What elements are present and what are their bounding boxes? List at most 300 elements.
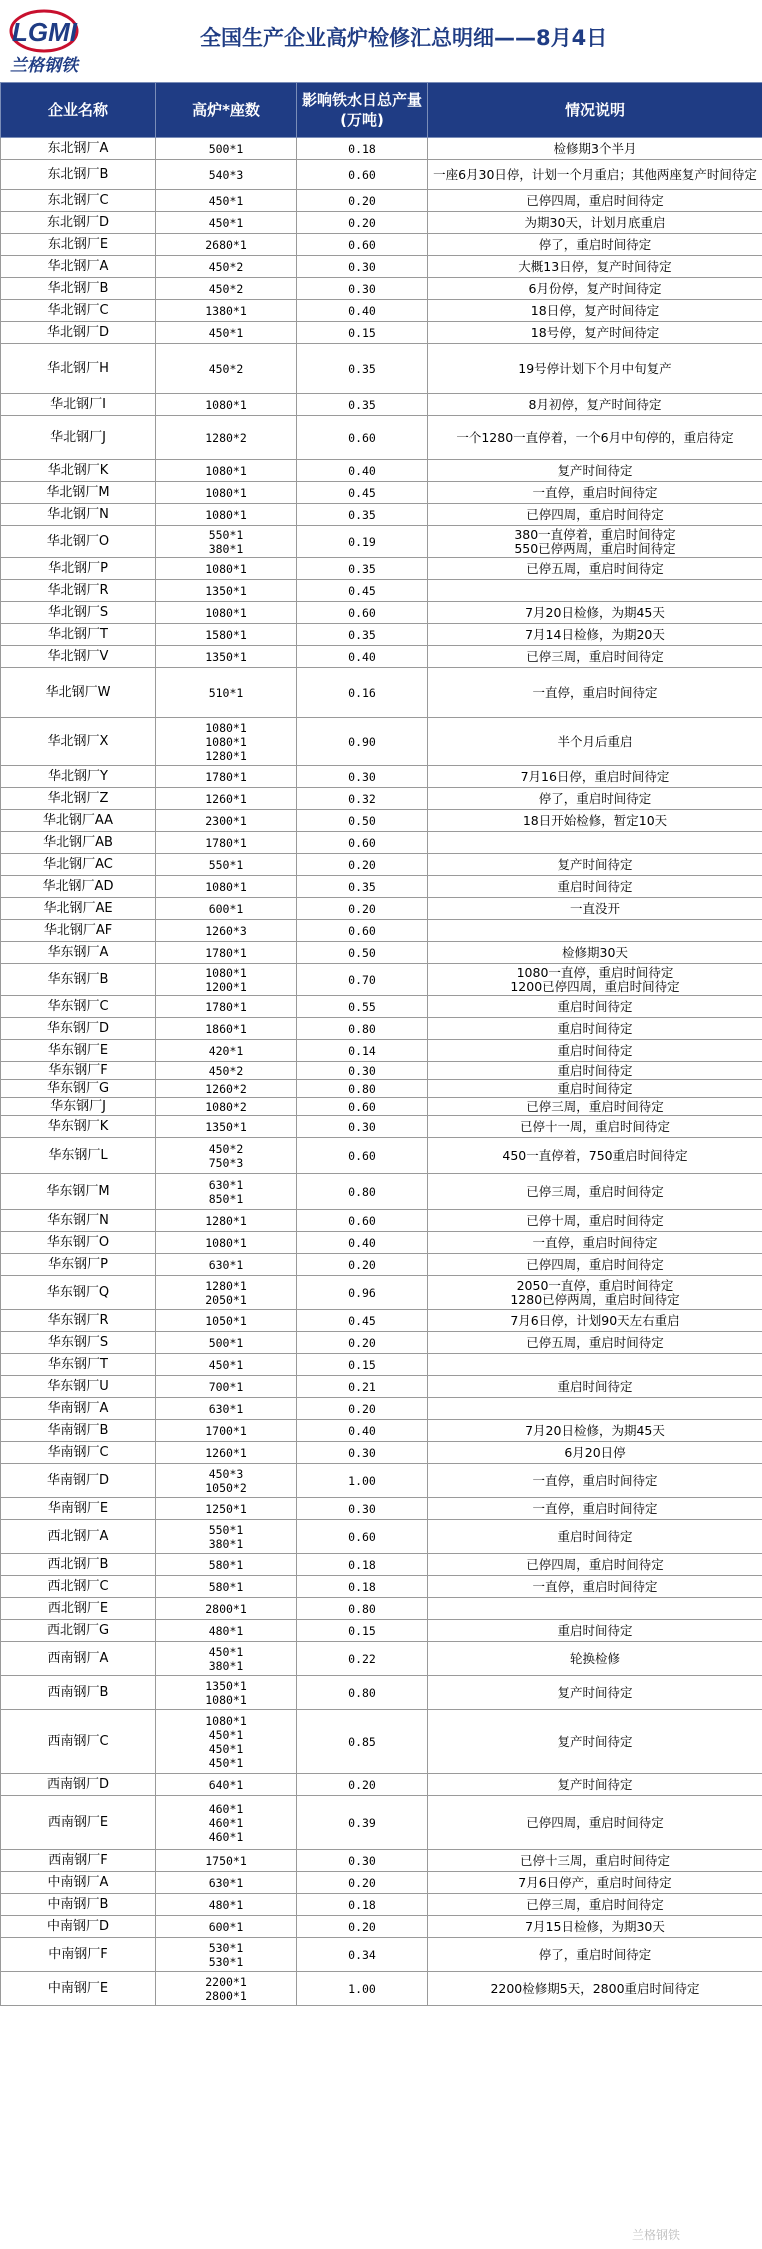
note-cell: 已停四周，重启时间待定 bbox=[428, 1254, 762, 1276]
table-row bbox=[1, 1098, 762, 1116]
output-cell: 0.45 bbox=[297, 1310, 428, 1332]
furnace-count-cell: 450*2 bbox=[156, 278, 297, 300]
output-cell: 0.60 bbox=[297, 832, 428, 854]
furnace-count-cell: 640*1 bbox=[156, 1774, 297, 1796]
table-row bbox=[1, 190, 762, 212]
note-cell: 重启时间待定 bbox=[428, 1040, 762, 1062]
table-row bbox=[1, 504, 762, 526]
output-cell: 0.40 bbox=[297, 300, 428, 322]
output-cell: 0.40 bbox=[297, 1232, 428, 1254]
table-row bbox=[1, 942, 762, 964]
note-cell: 检修期3个半月 bbox=[428, 138, 762, 160]
furnace-count-cell: 1750*1 bbox=[156, 1850, 297, 1872]
company-name-cell: 华北钢厂X bbox=[1, 718, 156, 766]
output-cell: 0.39 bbox=[297, 1796, 428, 1850]
col-header-company: 企业名称 bbox=[1, 83, 156, 138]
company-name-cell: 华北钢厂B bbox=[1, 278, 156, 300]
table-row bbox=[1, 1174, 762, 1210]
furnace-count-cell: 1080*2 bbox=[156, 1098, 297, 1116]
furnace-count-cell: 500*1 bbox=[156, 1332, 297, 1354]
furnace-count-cell: 1350*1 1080*1 bbox=[156, 1676, 297, 1710]
note-cell: 为期30天，计划月底重启 bbox=[428, 212, 762, 234]
company-name-cell: 华北钢厂AC bbox=[1, 854, 156, 876]
company-name-cell: 西南钢厂E bbox=[1, 1796, 156, 1850]
svg-text:兰格钢铁: 兰格钢铁 bbox=[10, 56, 78, 76]
lgmi-logo bbox=[6, 5, 102, 77]
company-name-cell: 华北钢厂K bbox=[1, 460, 156, 482]
table-row bbox=[1, 1254, 762, 1276]
table-row bbox=[1, 1498, 762, 1520]
note-cell: 一座6月30日停，计划一个月重启；其他两座复产时间待定 bbox=[428, 160, 762, 190]
furnace-count-cell: 1860*1 bbox=[156, 1018, 297, 1040]
output-cell: 0.20 bbox=[297, 1872, 428, 1894]
table-row bbox=[1, 766, 762, 788]
company-name-cell: 华东钢厂F bbox=[1, 1062, 156, 1080]
furnace-count-cell: 2300*1 bbox=[156, 810, 297, 832]
table-row bbox=[1, 788, 762, 810]
furnace-count-cell: 1250*1 bbox=[156, 1498, 297, 1520]
note-cell: 检修期30天 bbox=[428, 942, 762, 964]
company-name-cell: 华北钢厂D bbox=[1, 322, 156, 344]
output-cell: 0.80 bbox=[297, 1174, 428, 1210]
output-cell: 0.21 bbox=[297, 1376, 428, 1398]
output-cell: 0.30 bbox=[297, 1062, 428, 1080]
output-cell: 0.45 bbox=[297, 482, 428, 504]
output-cell: 0.60 bbox=[297, 160, 428, 190]
company-name-cell: 华南钢厂B bbox=[1, 1420, 156, 1442]
output-cell: 0.90 bbox=[297, 718, 428, 766]
table-row bbox=[1, 1894, 762, 1916]
note-cell: 重启时间待定 bbox=[428, 1018, 762, 1040]
company-name-cell: 华北钢厂S bbox=[1, 602, 156, 624]
table-row bbox=[1, 646, 762, 668]
note-cell: 已停五周，重启时间待定 bbox=[428, 1332, 762, 1354]
output-cell: 0.20 bbox=[297, 212, 428, 234]
company-name-cell: 华北钢厂O bbox=[1, 526, 156, 558]
table-row bbox=[1, 876, 762, 898]
output-cell: 0.80 bbox=[297, 1598, 428, 1620]
company-name-cell: 华北钢厂A bbox=[1, 256, 156, 278]
table-row bbox=[1, 278, 762, 300]
page-header bbox=[0, 0, 762, 82]
output-cell: 0.35 bbox=[297, 558, 428, 580]
furnace-count-cell: 550*1 380*1 bbox=[156, 526, 297, 558]
table-row bbox=[1, 256, 762, 278]
furnace-count-cell: 1080*1 bbox=[156, 602, 297, 624]
furnace-count-cell: 1080*1 bbox=[156, 460, 297, 482]
furnace-count-cell: 500*1 bbox=[156, 138, 297, 160]
table-row bbox=[1, 1554, 762, 1576]
furnace-count-cell: 450*1 bbox=[156, 212, 297, 234]
furnace-count-cell: 480*1 bbox=[156, 1620, 297, 1642]
note-cell: 7月15日检修，为期30天 bbox=[428, 1916, 762, 1938]
output-cell: 0.30 bbox=[297, 766, 428, 788]
furnace-count-cell: 1350*1 bbox=[156, 646, 297, 668]
company-name-cell: 华北钢厂Z bbox=[1, 788, 156, 810]
furnace-count-cell: 550*1 380*1 bbox=[156, 1520, 297, 1554]
note-cell: 6月20日停 bbox=[428, 1442, 762, 1464]
note-cell: 停了，重启时间待定 bbox=[428, 234, 762, 256]
col-header-note: 情况说明 bbox=[428, 83, 762, 138]
table-row bbox=[1, 996, 762, 1018]
furnace-count-cell: 1260*1 bbox=[156, 1442, 297, 1464]
table-row bbox=[1, 416, 762, 460]
table-row bbox=[1, 460, 762, 482]
furnace-count-cell: 1350*1 bbox=[156, 1116, 297, 1138]
company-name-cell: 东北钢厂B bbox=[1, 160, 156, 190]
table-row bbox=[1, 1138, 762, 1174]
table-row bbox=[1, 1676, 762, 1710]
furnace-count-cell: 1280*1 bbox=[156, 1210, 297, 1232]
furnace-count-cell: 1080*1 1200*1 bbox=[156, 964, 297, 996]
company-name-cell: 华东钢厂G bbox=[1, 1080, 156, 1098]
note-cell: 已停三周，重启时间待定 bbox=[428, 1098, 762, 1116]
output-cell: 0.60 bbox=[297, 1098, 428, 1116]
table-row bbox=[1, 1040, 762, 1062]
note-cell: 已停四周，重启时间待定 bbox=[428, 1796, 762, 1850]
company-name-cell: 西北钢厂G bbox=[1, 1620, 156, 1642]
furnace-count-cell: 1780*1 bbox=[156, 996, 297, 1018]
note-cell: 2200检修期5天，2800重启时间待定 bbox=[428, 1972, 762, 2006]
output-cell: 0.20 bbox=[297, 854, 428, 876]
company-name-cell: 华北钢厂J bbox=[1, 416, 156, 460]
company-name-cell: 东北钢厂C bbox=[1, 190, 156, 212]
note-cell: 一直停，重启时间待定 bbox=[428, 1464, 762, 1498]
table-row bbox=[1, 832, 762, 854]
output-cell: 0.60 bbox=[297, 416, 428, 460]
note-cell: 8月初停，复产时间待定 bbox=[428, 394, 762, 416]
furnace-count-cell: 450*1 bbox=[156, 322, 297, 344]
table-row bbox=[1, 1620, 762, 1642]
svg-text:LGMI: LGMI bbox=[12, 17, 77, 47]
furnace-count-cell: 450*2 bbox=[156, 256, 297, 278]
furnace-count-cell: 1280*2 bbox=[156, 416, 297, 460]
furnace-count-cell: 1260*2 bbox=[156, 1080, 297, 1098]
table-row bbox=[1, 1442, 762, 1464]
furnace-count-cell: 450*1 380*1 bbox=[156, 1642, 297, 1676]
company-name-cell: 华北钢厂I bbox=[1, 394, 156, 416]
company-name-cell: 华北钢厂AE bbox=[1, 898, 156, 920]
output-cell: 0.15 bbox=[297, 1620, 428, 1642]
note-cell: 380一直停着，重启时间待定 550已停两周，重启时间待定 bbox=[428, 526, 762, 558]
table-row bbox=[1, 1398, 762, 1420]
furnace-count-cell: 1380*1 bbox=[156, 300, 297, 322]
note-cell: 7月16日停，重启时间待定 bbox=[428, 766, 762, 788]
table-row bbox=[1, 322, 762, 344]
note-cell: 重启时间待定 bbox=[428, 1080, 762, 1098]
furnace-count-cell: 1260*3 bbox=[156, 920, 297, 942]
output-cell: 0.60 bbox=[297, 234, 428, 256]
company-name-cell: 西南钢厂D bbox=[1, 1774, 156, 1796]
output-cell: 0.15 bbox=[297, 1354, 428, 1376]
col-header-output: 影响铁水日总产量 (万吨) bbox=[297, 83, 428, 138]
company-name-cell: 华东钢厂D bbox=[1, 1018, 156, 1040]
furnace-maintenance-table bbox=[0, 82, 762, 2006]
company-name-cell: 华南钢厂C bbox=[1, 1442, 156, 1464]
output-cell: 0.20 bbox=[297, 1332, 428, 1354]
furnace-count-cell: 1080*1 bbox=[156, 1232, 297, 1254]
output-cell: 0.30 bbox=[297, 1498, 428, 1520]
company-name-cell: 华东钢厂O bbox=[1, 1232, 156, 1254]
company-name-cell: 华东钢厂M bbox=[1, 1174, 156, 1210]
table-row bbox=[1, 1972, 762, 2006]
table-row bbox=[1, 1850, 762, 1872]
company-name-cell: 华北钢厂H bbox=[1, 344, 156, 394]
company-name-cell: 华东钢厂Q bbox=[1, 1276, 156, 1310]
table-row bbox=[1, 160, 762, 190]
furnace-count-cell: 450*3 1050*2 bbox=[156, 1464, 297, 1498]
note-cell: 复产时间待定 bbox=[428, 854, 762, 876]
company-name-cell: 中南钢厂F bbox=[1, 1938, 156, 1972]
note-cell: 一直停，重启时间待定 bbox=[428, 1232, 762, 1254]
table-row bbox=[1, 1774, 762, 1796]
table-row bbox=[1, 1232, 762, 1254]
company-name-cell: 西南钢厂F bbox=[1, 1850, 156, 1872]
table-header-row bbox=[1, 83, 762, 138]
table-row bbox=[1, 1420, 762, 1442]
note-cell: 一直停，重启时间待定 bbox=[428, 482, 762, 504]
furnace-count-cell: 420*1 bbox=[156, 1040, 297, 1062]
company-name-cell: 华东钢厂A bbox=[1, 942, 156, 964]
note-cell: 2050一直停，重启时间待定 1280已停两周，重启时间待定 bbox=[428, 1276, 762, 1310]
note-cell: 18日开始检修，暂定10天 bbox=[428, 810, 762, 832]
table-row bbox=[1, 1710, 762, 1774]
company-name-cell: 华北钢厂P bbox=[1, 558, 156, 580]
output-cell: 0.16 bbox=[297, 668, 428, 718]
output-cell: 0.85 bbox=[297, 1710, 428, 1774]
note-cell: 重启时间待定 bbox=[428, 996, 762, 1018]
company-name-cell: 华东钢厂S bbox=[1, 1332, 156, 1354]
output-cell: 0.50 bbox=[297, 810, 428, 832]
table-row bbox=[1, 300, 762, 322]
furnace-count-cell: 480*1 bbox=[156, 1894, 297, 1916]
company-name-cell: 华东钢厂R bbox=[1, 1310, 156, 1332]
furnace-count-cell: 580*1 bbox=[156, 1576, 297, 1598]
company-name-cell: 华东钢厂U bbox=[1, 1376, 156, 1398]
furnace-count-cell: 450*1 bbox=[156, 190, 297, 212]
table-row bbox=[1, 898, 762, 920]
output-cell: 0.50 bbox=[297, 942, 428, 964]
table-row bbox=[1, 1376, 762, 1398]
company-name-cell: 华北钢厂AD bbox=[1, 876, 156, 898]
company-name-cell: 西南钢厂A bbox=[1, 1642, 156, 1676]
furnace-count-cell: 2200*1 2800*1 bbox=[156, 1972, 297, 2006]
company-name-cell: 中南钢厂B bbox=[1, 1894, 156, 1916]
furnace-count-cell: 450*2 bbox=[156, 344, 297, 394]
table-row bbox=[1, 1796, 762, 1850]
company-name-cell: 西南钢厂C bbox=[1, 1710, 156, 1774]
company-name-cell: 华北钢厂T bbox=[1, 624, 156, 646]
note-cell: 已停五周，重启时间待定 bbox=[428, 558, 762, 580]
furnace-count-cell: 1080*1 bbox=[156, 558, 297, 580]
table-row bbox=[1, 580, 762, 602]
company-name-cell: 华东钢厂B bbox=[1, 964, 156, 996]
company-name-cell: 华东钢厂K bbox=[1, 1116, 156, 1138]
table-row bbox=[1, 1116, 762, 1138]
table-row bbox=[1, 138, 762, 160]
furnace-count-cell: 1280*1 2050*1 bbox=[156, 1276, 297, 1310]
company-name-cell: 华北钢厂R bbox=[1, 580, 156, 602]
company-name-cell: 西北钢厂E bbox=[1, 1598, 156, 1620]
output-cell: 0.22 bbox=[297, 1642, 428, 1676]
note-cell: 7月20日检修，为期45天 bbox=[428, 602, 762, 624]
furnace-count-cell: 450*2 bbox=[156, 1062, 297, 1080]
table-row bbox=[1, 1332, 762, 1354]
furnace-count-cell: 1080*1 bbox=[156, 876, 297, 898]
furnace-count-cell: 1080*1 1080*1 1280*1 bbox=[156, 718, 297, 766]
note-cell bbox=[428, 1354, 762, 1376]
furnace-count-cell: 450*1 bbox=[156, 1354, 297, 1376]
output-cell: 0.60 bbox=[297, 602, 428, 624]
table-row bbox=[1, 718, 762, 766]
company-name-cell: 华南钢厂A bbox=[1, 1398, 156, 1420]
furnace-count-cell: 450*2 750*3 bbox=[156, 1138, 297, 1174]
furnace-count-cell: 700*1 bbox=[156, 1376, 297, 1398]
note-cell: 半个月后重启 bbox=[428, 718, 762, 766]
company-name-cell: 华北钢厂Y bbox=[1, 766, 156, 788]
note-cell: 6月份停，复产时间待定 bbox=[428, 278, 762, 300]
page-title: 全国生产企业高炉检修汇总明细——8月4日 bbox=[200, 26, 608, 50]
furnace-count-cell: 1080*1 bbox=[156, 394, 297, 416]
furnace-count-cell: 630*1 bbox=[156, 1254, 297, 1276]
output-cell: 0.30 bbox=[297, 256, 428, 278]
furnace-count-cell: 580*1 bbox=[156, 1554, 297, 1576]
output-cell: 0.40 bbox=[297, 460, 428, 482]
output-cell: 0.14 bbox=[297, 1040, 428, 1062]
note-cell: 重启时间待定 bbox=[428, 1520, 762, 1554]
output-cell: 0.30 bbox=[297, 1850, 428, 1872]
note-cell: 已停三周，重启时间待定 bbox=[428, 646, 762, 668]
company-name-cell: 华东钢厂C bbox=[1, 996, 156, 1018]
furnace-count-cell: 630*1 bbox=[156, 1872, 297, 1894]
note-cell: 复产时间待定 bbox=[428, 1676, 762, 1710]
note-cell: 450一直停着，750重启时间待定 bbox=[428, 1138, 762, 1174]
note-cell bbox=[428, 1598, 762, 1620]
furnace-count-cell: 1260*1 bbox=[156, 788, 297, 810]
note-cell: 停了，重启时间待定 bbox=[428, 1938, 762, 1972]
note-cell: 复产时间待定 bbox=[428, 460, 762, 482]
company-name-cell: 华东钢厂P bbox=[1, 1254, 156, 1276]
output-cell: 0.20 bbox=[297, 1398, 428, 1420]
output-cell: 0.40 bbox=[297, 1420, 428, 1442]
note-cell: 一个1280一直停着，一个6月中旬停的，重启待定 bbox=[428, 416, 762, 460]
furnace-count-cell: 1080*1 bbox=[156, 482, 297, 504]
table-row bbox=[1, 1520, 762, 1554]
note-cell: 已停十三周，重启时间待定 bbox=[428, 1850, 762, 1872]
output-cell: 0.35 bbox=[297, 624, 428, 646]
table-row bbox=[1, 1872, 762, 1894]
company-name-cell: 华东钢厂J bbox=[1, 1098, 156, 1116]
table-row bbox=[1, 1354, 762, 1376]
table-row bbox=[1, 234, 762, 256]
output-cell: 0.34 bbox=[297, 1938, 428, 1972]
output-cell: 1.00 bbox=[297, 1464, 428, 1498]
output-cell: 0.20 bbox=[297, 190, 428, 212]
table-row bbox=[1, 920, 762, 942]
company-name-cell: 西北钢厂C bbox=[1, 1576, 156, 1598]
output-cell: 0.80 bbox=[297, 1676, 428, 1710]
furnace-count-cell: 530*1 530*1 bbox=[156, 1938, 297, 1972]
table-row bbox=[1, 810, 762, 832]
output-cell: 0.60 bbox=[297, 1210, 428, 1232]
company-name-cell: 中南钢厂D bbox=[1, 1916, 156, 1938]
output-cell: 0.35 bbox=[297, 394, 428, 416]
company-name-cell: 华北钢厂V bbox=[1, 646, 156, 668]
company-name-cell: 华南钢厂D bbox=[1, 1464, 156, 1498]
note-cell: 已停三周，重启时间待定 bbox=[428, 1174, 762, 1210]
output-cell: 0.35 bbox=[297, 344, 428, 394]
output-cell: 0.60 bbox=[297, 1520, 428, 1554]
note-cell: 7月20日检修，为期45天 bbox=[428, 1420, 762, 1442]
table-row bbox=[1, 1080, 762, 1098]
output-cell: 0.18 bbox=[297, 1576, 428, 1598]
table-row bbox=[1, 1310, 762, 1332]
note-cell bbox=[428, 1398, 762, 1420]
company-name-cell: 华北钢厂C bbox=[1, 300, 156, 322]
furnace-count-cell: 630*1 850*1 bbox=[156, 1174, 297, 1210]
note-cell: 重启时间待定 bbox=[428, 1376, 762, 1398]
furnace-count-cell: 1050*1 bbox=[156, 1310, 297, 1332]
note-cell: 一直停，重启时间待定 bbox=[428, 1498, 762, 1520]
company-name-cell: 华东钢厂N bbox=[1, 1210, 156, 1232]
note-cell bbox=[428, 920, 762, 942]
furnace-count-cell: 1700*1 bbox=[156, 1420, 297, 1442]
company-name-cell: 华南钢厂E bbox=[1, 1498, 156, 1520]
furnace-count-cell: 600*1 bbox=[156, 898, 297, 920]
table-row bbox=[1, 1464, 762, 1498]
note-cell: 已停十周，重启时间待定 bbox=[428, 1210, 762, 1232]
company-name-cell: 华北钢厂N bbox=[1, 504, 156, 526]
note-cell: 18日停，复产时间待定 bbox=[428, 300, 762, 322]
furnace-count-cell: 1350*1 bbox=[156, 580, 297, 602]
furnace-count-cell: 540*3 bbox=[156, 160, 297, 190]
note-cell: 一直停，重启时间待定 bbox=[428, 668, 762, 718]
furnace-count-cell: 510*1 bbox=[156, 668, 297, 718]
output-cell: 0.30 bbox=[297, 1116, 428, 1138]
output-cell: 0.20 bbox=[297, 898, 428, 920]
output-cell: 0.18 bbox=[297, 138, 428, 160]
output-cell: 0.70 bbox=[297, 964, 428, 996]
company-name-cell: 东北钢厂D bbox=[1, 212, 156, 234]
company-name-cell: 华北钢厂AB bbox=[1, 832, 156, 854]
table-row bbox=[1, 212, 762, 234]
watermark: 兰格钢铁 bbox=[632, 2228, 681, 2242]
table-row bbox=[1, 1598, 762, 1620]
note-cell: 已停三周，重启时间待定 bbox=[428, 1894, 762, 1916]
furnace-count-cell: 1080*1 450*1 450*1 450*1 bbox=[156, 1710, 297, 1774]
output-cell: 0.55 bbox=[297, 996, 428, 1018]
furnace-count-cell: 2680*1 bbox=[156, 234, 297, 256]
table-row bbox=[1, 344, 762, 394]
furnace-count-cell: 1780*1 bbox=[156, 832, 297, 854]
company-name-cell: 华东钢厂L bbox=[1, 1138, 156, 1174]
furnace-count-cell: 2800*1 bbox=[156, 1598, 297, 1620]
note-cell: 大概13日停，复产时间待定 bbox=[428, 256, 762, 278]
output-cell: 0.19 bbox=[297, 526, 428, 558]
furnace-count-cell: 1080*1 bbox=[156, 504, 297, 526]
company-name-cell: 华北钢厂AA bbox=[1, 810, 156, 832]
table-row bbox=[1, 1210, 762, 1232]
table-row bbox=[1, 526, 762, 558]
table-row bbox=[1, 1916, 762, 1938]
furnace-count-cell: 1780*1 bbox=[156, 942, 297, 964]
note-cell: 复产时间待定 bbox=[428, 1710, 762, 1774]
output-cell: 0.60 bbox=[297, 920, 428, 942]
output-cell: 0.20 bbox=[297, 1254, 428, 1276]
furnace-count-cell: 600*1 bbox=[156, 1916, 297, 1938]
furnace-count-cell: 1580*1 bbox=[156, 624, 297, 646]
company-name-cell: 华东钢厂T bbox=[1, 1354, 156, 1376]
